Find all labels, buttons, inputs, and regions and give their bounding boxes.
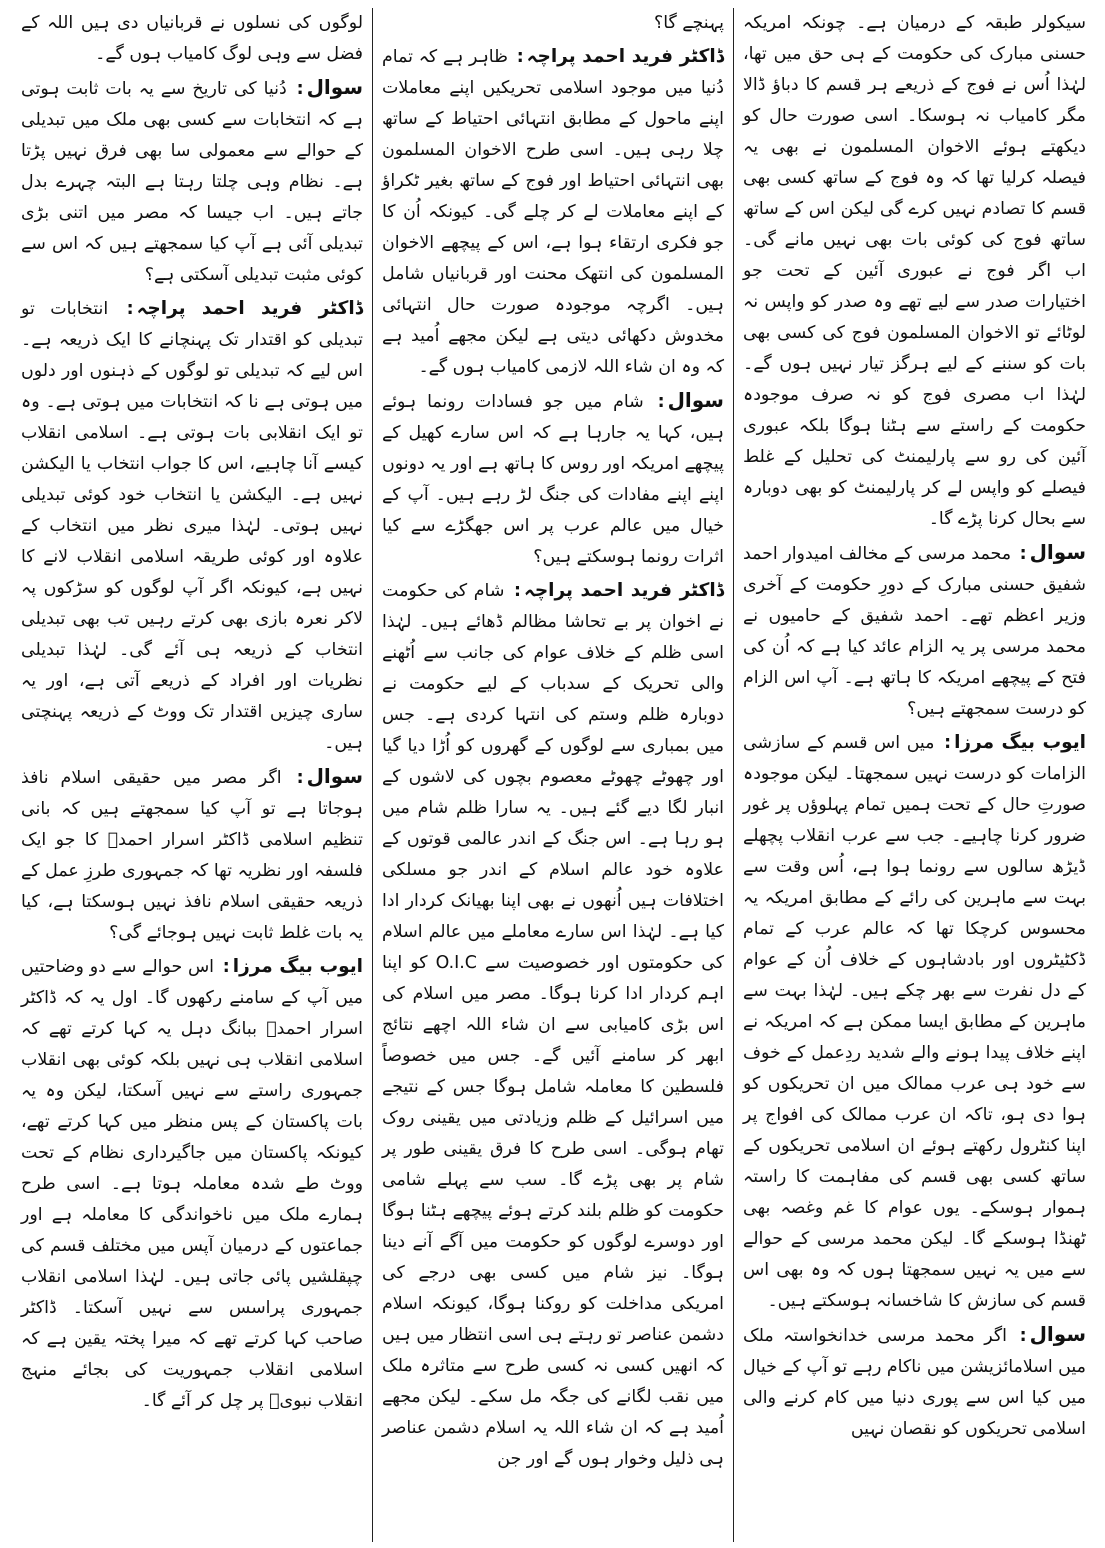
question-text: اگر مصر میں حقیقی اسلام نافذ ہوجاتا ہے تو آپ کیا سمجھتے ہیں کہ بانی تنظیم اسلامی ڈاکٹر اسرار احمدؒ کا جو ایک فلسفہ اور نظریہ تھا کہ جمہوری طرزِ عمل کے ذریعہ حقیقی اسلام نافذ نہیں ہوسکتا ہے، کیا یہ بات غلط ثابت نہیں ہوجائے گی؟ bbox=[21, 768, 363, 943]
question bbox=[382, 385, 724, 573]
answer-text: اس حوالے سے دو وضاحتیں میں آپ کے سامنے رکھوں گا۔ اول یہ کہ ڈاکٹر اسرار احمدؒ ببانگ دہل یہ کہا کرتے تھے کہ اسلامی انقلاب ہی نہیں بلکہ کوئی بھی انقلاب جمہوری راستے سے نہیں آسکتا، لیکن وہ یہ بات پاکستان کے پس منظر میں کہا کرتے تھے، کیونکہ پاکستان میں جاگیرداری نظام کے تحت ووٹ طے شدہ معاملہ ہوتا ہے۔ اسی طرح ہمارے ملک میں ناخواندگی کا معاملہ ہے اور جماعتوں کے درمیان آپس میں مختلف قسم کی چپقلشیں پائی جاتی ہیں۔ لہٰذا اسلامی انقلاب جمہوری پراسس سے نہیں آسکتا۔ ڈاکٹر صاحب کہا کرتے تھے کہ میرا پختہ یقین ہے کہ اسلامی انقلاب جمہوریت کی بجائے منہج انقلاب نبویؐ پر چل کر آئے گا۔ bbox=[21, 957, 363, 1411]
answer bbox=[21, 293, 363, 759]
question bbox=[743, 537, 1086, 725]
speaker-label-ayub: ایوب بیگ مرزا bbox=[954, 732, 1086, 753]
answer-text: ظاہر ہے کہ تمام دُنیا میں موجود اسلامی تحریکیں اپنے معاملات اپنے ماحول کے مطابق انتہائی احتیاط کے ساتھ چلا رہی ہیں۔ اسی طرح الاخوان المسلمون بھی انتہائی احتیاط اور فوج کے ساتھ بغیر ٹکراؤ کے اپنے معاملات لے کر چلے گی۔ کیونکہ اُن کا جو فکری ارتقاء ہوا ہے، اس کے پیچھے الاخوان المسلمون کی انتھک محنت اور قربانیاں شامل ہیں۔ اگرچہ موجودہ صورت حال انتہائی مخدوش دکھائی دیتی ہے لیکن مجھے اُمید ہے کہ وہ ان شاء اللہ لازمی کامیاب ہوں گے۔ bbox=[382, 47, 724, 377]
separator: : bbox=[296, 79, 304, 99]
separator: : bbox=[944, 733, 952, 753]
question-label: سوال bbox=[1029, 1322, 1086, 1346]
question bbox=[743, 1319, 1086, 1445]
separator: : bbox=[514, 581, 521, 601]
question bbox=[21, 72, 363, 291]
paragraph: سیکولر طبقہ کے درمیان ہے۔ چونکہ امریکہ حسنی مبارک کی حکومت کے ہی حق میں تھا، لہٰذا اُس نے فوج کے ذریعے ہر قسم کا دباؤ ڈالا مگر کامیاب نہ ہوسکا۔ اسی صورت حال کو دیکھتے ہوئے الاخوان المسلمون نے بھی یہ فیصلہ کرلیا تھا کہ وہ فوج کے ساتھ کسی بھی قسم کا تصادم نہیں کرے گی لیکن اس کے ساتھ ساتھ فوج کی کوئی بات بھی نہیں مانے گی۔ اب اگر فوج نے عبوری آئین کے تحت جو اختیارات صدر سے لیے تھے وہ صدر کو واپس نہ لوٹائے تو الاخوان المسلمون فوج کی کسی بھی بات کو سننے کے لیے ہرگز تیار نہیں ہوں گے۔ لہٰذا اب مصری فوج کو نہ صرف موجودہ حکومت کے راستے سے ہٹنا ہوگا بلکہ عبوری آئین کی رو سے پارلیمنٹ کی تحلیل کے غلط فیصلے کو واپس لے کر پارلیمنٹ کو بھی دوبارہ سے بحال کرنا پڑے گا۔ bbox=[743, 13, 1086, 529]
column-middle bbox=[373, 8, 734, 1542]
separator: : bbox=[657, 392, 665, 412]
speaker-label-ayub: ایوب بیگ مرزا bbox=[232, 956, 363, 977]
column-right bbox=[734, 8, 1095, 1542]
answer bbox=[21, 951, 363, 1417]
question-label: سوال bbox=[306, 75, 363, 99]
separator: : bbox=[222, 957, 230, 977]
speaker-label-farid: ڈاکٹر فرید احمد پراچہ bbox=[523, 580, 724, 601]
separator: : bbox=[516, 47, 524, 67]
separator: : bbox=[1019, 544, 1027, 564]
question-text: محمد مرسی کے مخالف امیدوار احمد شفیق حسنی مبارک کے دورِ حکومت کے آخری وزیر اعظم تھے۔ احمد شفیق کے حامیوں نے محمد مرسی پر یہ الزام عائد کیا ہے کہ اُن کی فتح کے پیچھے امریکہ کا ہاتھ ہے۔ آپ اس الزام کو درست سمجھتے ہیں؟ bbox=[743, 544, 1086, 719]
question-text: اگر محمد مرسی خدانخواستہ ملک میں اسلامائزیشن میں ناکام رہے تو آپ کے خیال میں کیا اس سے پوری دنیا میں کام کرنے والی اسلامی تحریکوں کو نقصان نہیں bbox=[743, 1326, 1086, 1439]
speaker-label-farid: ڈاکٹر فرید احمد پراچہ bbox=[526, 46, 725, 67]
answer bbox=[382, 41, 724, 383]
separator: : bbox=[1019, 1326, 1027, 1346]
answer-text: میں اس قسم کے سازشی الزامات کو درست نہیں سمجھتا۔ لیکن موجودہ صورتِ حال کے تحت ہمیں تمام پہلوؤں پر غور ضرور کرنا چاہیے۔ جب سے عرب انقلاب پچھلے ڈیڑھ سالوں سے رونما ہوا ہے، اُس وقت سے بہت سے ماہرین کی رائے کے مطابق امریکہ یہ محسوس کرچکا تھا کہ عالم عرب کے تمام ڈکٹیٹروں اور بادشاہوں کے خلاف اُن کے عوام کے دل نفرت سے بھر چکے ہیں۔ لہٰذا بہت سے ماہرین کے مطابق ایسا ممکن ہے کہ امریکہ نے اپنے خلاف پیدا ہونے والے شدید ردِعمل کے خوف سے خود ہی عرب ممالک میں ان تحریکوں کو ہوا دی ہو، تاکہ ان عرب ممالک کی افواج پر اپنا کنٹرول رکھتے ہوئے ان اسلامی تحریکوں کے ساتھ کسی بھی قسم کی مفاہمت کا راستہ ہموار ہوسکے۔ یوں عوام کا غم وغصہ بھی ٹھنڈا ہوسکے گا۔ لیکن محمد مرسی کے حوالے سے میں یہ نہیں سمجھتا ہوں کہ وہ بھی اس قسم کی سازش کا شاخسانہ ہوسکتے ہیں۔ bbox=[743, 733, 1086, 1311]
separator: : bbox=[296, 768, 304, 788]
answer bbox=[743, 727, 1086, 1317]
paragraph: پہنچے گا؟ bbox=[653, 13, 724, 33]
question bbox=[21, 761, 363, 949]
question-text: شام میں جو فسادات رونما ہوئے ہیں، کہا یہ جارہا ہے کہ اس سارے کھیل کے پیچھے امریکہ اور روس کا ہاتھ ہے اور یہ دونوں اپنے اپنے مفادات کی جنگ لڑ رہے ہیں۔ آپ کے خیال میں عالم عرب پر اس جھگڑے سے کیا اثرات رونما ہوسکتے ہیں؟ bbox=[382, 392, 724, 567]
question-label: سوال bbox=[1029, 540, 1086, 564]
question-label: سوال bbox=[667, 388, 724, 412]
answer-text: انتخابات تو تبدیلی کو اقتدار تک پہنچانے کا ایک ذریعہ ہے۔ اس لیے کہ تبدیلی تو لوگوں کے ذہنوں اور دلوں میں ہوتی ہے نا کہ انتخابات میں ہوتی ہے۔ وہ تو ایک انقلابی بات ہوتی ہے۔ اسلامی انقلاب کیسے آنا چاہیے، اس کا جواب انتخاب یا الیکشن نہیں ہے۔ الیکشن یا انتخاب خود کوئی تبدیلی نہیں ہوتی۔ لہٰذا میری نظر میں انتخاب کے علاوہ اور کوئی طریقہ اسلامی انقلاب لانے کا نہیں ہے، کیونکہ اگر آپ لوگوں کو سڑکوں پہ لاکر نعرہ بازی بھی کرتے رہیں تب بھی تبدیلی انتخاب کے ذریعہ ہی آئے گی۔ لہٰذا تبدیلی نظریات اور افراد کے ذریعے آتی ہے، اور یہ ساری چیزیں اقتدار تک ووٹ کے ذریعہ پہنچتی ہیں۔ bbox=[21, 299, 363, 753]
question-text: دُنیا کی تاریخ سے یہ بات ثابت ہوتی ہے کہ انتخابات سے کسی بھی ملک میں تبدیلی کے حوالے سے معمولی سا بھی فرق نہیں پڑتا ہے۔ نظام وہی چلتا رہتا ہے البتہ چہرے بدل جاتے ہیں۔ اب جیسا کہ مصر میں اتنی بڑی تبدیلی آئی ہے آپ کیا سمجھتے ہیں کہ اس سے کوئی مثبت تبدیلی آسکتی ہے؟ bbox=[21, 79, 363, 285]
question-label: سوال bbox=[306, 764, 363, 788]
speaker-label-farid: ڈاکٹر فرید احمد پراچہ bbox=[136, 298, 363, 319]
answer-text: شام کی حکومت نے اخوان پر بے تحاشا مظالم ڈھائے ہیں۔ لہٰذا اسی ظلم کے خلاف عوام کی جانب سے اُٹھنے والی تحریک کے سدباب کے لیے حکومت نے دوبارہ ظلم وستم کی انتہا کردی ہے۔ جس میں بمباری سے لوگوں کے گھروں کو اُڑا دیا گیا اور چھوٹے چھوٹے معصوم بچوں کی لاشوں کے انبار لگا دیے گئے ہیں۔ یہ سارا ظلم شام میں ہو رہا ہے۔ اس جنگ کے اندر عالمی قوتوں کے علاوہ خود عالم اسلام کے اندر جو مسلکی اختلافات ہیں اُنھوں نے بھی اپنا بھیانک کردار ادا کیا ہے۔ لہٰذا اس سارے معاملے میں عالم اسلام کی حکومتوں اور خصوصیت سے O.I.C کو اپنا اہم کردار ادا کرنا ہوگا۔ مصر میں اسلام کی اس بڑی کامیابی سے ان شاء اللہ اچھے نتائج ابھر کر سامنے آئیں گے۔ جس میں خصوصاً فلسطین کا معاملہ شامل ہوگا جس کے نتیجے میں اسرائیل کے ظلم وزیادتی میں یقینی روک تھام ہوگی۔ اسی طرح کا فرق یقینی طور پر شام پر بھی پڑے گا۔ سب سے پہلے شامی حکومت کو ظلم بلند کرتے ہوئے پیچھے ہٹنا ہوگا اور دوسرے لوگوں کو حکومت میں آگے آنے دینا ہوگا۔ نیز شام میں کسی بھی درجے کی امریکی مداخلت کو روکنا ہوگا، کیونکہ اسلام دشمن عناصر تو رہتے ہی اسی انتظار میں ہیں کہ انھیں کسی نہ کسی طرح سے متاثرہ ملک میں نقب لگانے کی جگہ مل سکے۔ لیکن مجھے اُمید ہے کہ ان شاء اللہ یہ اسلام دشمن عناصر ہی ذلیل وخوار ہوں گے اور جن bbox=[382, 581, 724, 1469]
column-left bbox=[12, 8, 373, 1542]
answer bbox=[382, 575, 724, 1475]
separator: : bbox=[126, 299, 134, 319]
paragraph: لوگوں کی نسلوں نے قربانیاں دی ہیں اللہ کے فضل سے وہی لوگ کامیاب ہوں گے۔ bbox=[21, 13, 363, 64]
